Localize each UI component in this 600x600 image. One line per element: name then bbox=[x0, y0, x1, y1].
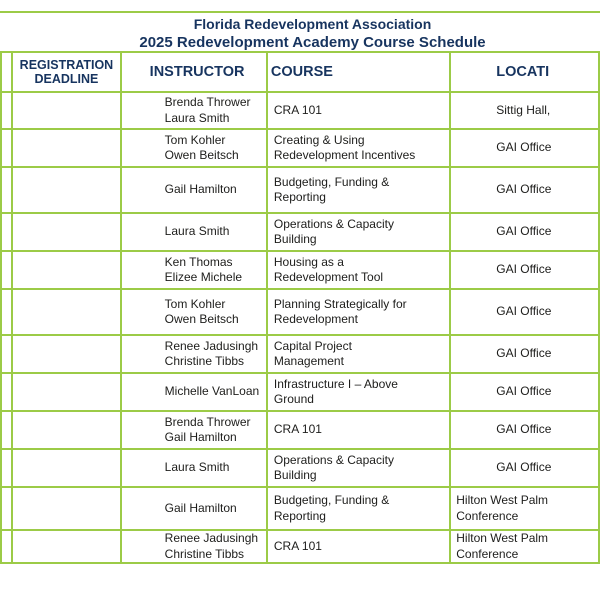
instructor-name: Christine Tibbs bbox=[164, 546, 245, 561]
course-cell bbox=[267, 129, 450, 167]
course-name: Budgeting, Funding & Reporting bbox=[273, 493, 390, 523]
course-name: Budgeting, Funding & Reporting bbox=[273, 174, 390, 204]
location-cell bbox=[450, 129, 599, 167]
registration-deadline-cell bbox=[12, 129, 120, 167]
course-name: CRA 101 bbox=[273, 102, 322, 117]
course-cell bbox=[267, 411, 450, 449]
course-schedule-table bbox=[0, 51, 600, 564]
row-marker-cell bbox=[1, 129, 12, 167]
location-name: GAI Office bbox=[496, 224, 552, 239]
table-row bbox=[1, 487, 599, 530]
location-cell bbox=[450, 373, 599, 411]
header-registration-deadline: REGISTRATION DEADLINE bbox=[12, 52, 120, 92]
header-instructor: INSTRUCTOR bbox=[121, 52, 267, 92]
registration-deadline-cell bbox=[12, 289, 120, 335]
registration-deadline-cell bbox=[12, 213, 120, 251]
instructor-cell bbox=[121, 92, 267, 129]
table-row bbox=[1, 251, 599, 289]
row-marker-cell bbox=[1, 411, 12, 449]
header-course: COURSE bbox=[267, 52, 450, 92]
row-marker-cell bbox=[1, 289, 12, 335]
instructor-cell bbox=[121, 289, 267, 335]
instructor-cell bbox=[121, 373, 267, 411]
page-title: 2025 Redevelopment Academy Course Schedule bbox=[139, 34, 486, 51]
location-name: GAI Office bbox=[496, 182, 552, 197]
row-marker-cell bbox=[1, 530, 12, 563]
table-row bbox=[1, 335, 599, 373]
course-name: Creating & Using Redevelopment Incentives bbox=[273, 132, 416, 162]
location-name: GAI Office bbox=[496, 262, 552, 277]
instructor-name: Laura Smith bbox=[164, 110, 230, 125]
instructor-cell bbox=[121, 213, 267, 251]
registration-deadline-cell bbox=[12, 335, 120, 373]
row-marker-cell bbox=[1, 449, 12, 487]
course-cell bbox=[267, 487, 450, 530]
course-cell bbox=[267, 530, 450, 563]
instructor-name: Brenda Thrower bbox=[164, 95, 251, 109]
location-name: GAI Office bbox=[496, 422, 552, 437]
table-row bbox=[1, 213, 599, 251]
table-row bbox=[1, 92, 599, 129]
registration-deadline-cell bbox=[12, 530, 120, 563]
row-marker-cell bbox=[1, 213, 12, 251]
location-name: GAI Office bbox=[496, 460, 552, 475]
course-name: Operations & Capacity Building bbox=[273, 216, 394, 246]
instructor-name: Ken Thomas bbox=[164, 254, 233, 269]
location-cell bbox=[450, 92, 599, 129]
organization-name: Florida Redevelopment Association bbox=[193, 16, 432, 32]
instructor-name: Elizee Michele bbox=[164, 270, 243, 284]
course-name: CRA 101 bbox=[273, 538, 322, 553]
location-cell bbox=[450, 167, 599, 213]
course-cell bbox=[267, 92, 450, 129]
location-cell bbox=[450, 335, 599, 373]
course-cell bbox=[267, 251, 450, 289]
location-name: Hilton West Palm Conference bbox=[456, 531, 549, 561]
row-marker-cell bbox=[1, 335, 12, 373]
location-cell bbox=[450, 530, 599, 563]
registration-deadline-cell bbox=[12, 411, 120, 449]
course-cell bbox=[267, 335, 450, 373]
instructor-name: Christine Tibbs bbox=[164, 354, 245, 368]
table-row bbox=[1, 373, 599, 411]
instructor-name: Laura Smith bbox=[164, 224, 230, 239]
location-name: GAI Office bbox=[496, 346, 552, 361]
registration-deadline-cell bbox=[12, 449, 120, 487]
instructor-name: Brenda Thrower bbox=[164, 414, 251, 429]
course-name: Operations & Capacity Building bbox=[273, 452, 394, 482]
instructor-name: Renee Jadusingh bbox=[164, 531, 259, 545]
course-name: Capital Project Management bbox=[273, 338, 352, 368]
location-cell bbox=[450, 213, 599, 251]
header-cell-empty bbox=[1, 52, 12, 92]
location-name: GAI Office bbox=[496, 384, 552, 399]
instructor-name: Gail Hamilton bbox=[164, 500, 237, 515]
instructor-name: Owen Beitsch bbox=[164, 312, 239, 326]
table-row bbox=[1, 530, 599, 563]
instructor-cell bbox=[121, 487, 267, 530]
instructor-name: Owen Beitsch bbox=[164, 148, 239, 162]
course-cell bbox=[267, 289, 450, 335]
location-name: GAI Office bbox=[496, 304, 552, 319]
instructor-cell bbox=[121, 167, 267, 213]
course-cell bbox=[267, 167, 450, 213]
table-header-row bbox=[1, 52, 599, 92]
location-cell bbox=[450, 289, 599, 335]
location-name: Hilton West Palm Conference bbox=[456, 493, 549, 523]
header-location: LOCATI bbox=[450, 52, 599, 92]
registration-deadline-cell bbox=[12, 373, 120, 411]
instructor-name: Renee Jadusingh bbox=[164, 338, 259, 353]
location-cell bbox=[450, 449, 599, 487]
course-name: Infrastructure I – Above Ground bbox=[273, 376, 398, 406]
location-name: GAI Office bbox=[496, 140, 552, 155]
row-marker-cell bbox=[1, 487, 12, 530]
instructor-name: Tom Kohler bbox=[164, 296, 226, 311]
instructor-cell bbox=[121, 129, 267, 167]
instructor-name: Gail Hamilton bbox=[164, 430, 237, 444]
registration-deadline-cell bbox=[12, 167, 120, 213]
location-cell bbox=[450, 411, 599, 449]
registration-deadline-cell bbox=[12, 92, 120, 129]
table-row bbox=[1, 167, 599, 213]
instructor-cell bbox=[121, 335, 267, 373]
row-marker-cell bbox=[1, 92, 12, 129]
course-name: Planning Strategically for Redevelopment bbox=[273, 296, 407, 326]
instructor-cell bbox=[121, 449, 267, 487]
instructor-cell bbox=[121, 530, 267, 563]
location-cell bbox=[450, 487, 599, 530]
course-cell bbox=[267, 373, 450, 411]
table-row bbox=[1, 129, 599, 167]
course-name: Housing as a Redevelopment Tool bbox=[273, 254, 384, 284]
table-row bbox=[1, 449, 599, 487]
row-marker-cell bbox=[1, 373, 12, 411]
instructor-name: Laura Smith bbox=[164, 460, 230, 475]
course-name: CRA 101 bbox=[273, 422, 322, 437]
document-header bbox=[0, 11, 600, 53]
course-cell bbox=[267, 449, 450, 487]
location-name: Sittig Hall, bbox=[496, 102, 551, 117]
instructor-name: Tom Kohler bbox=[164, 132, 226, 147]
row-marker-cell bbox=[1, 251, 12, 289]
course-cell bbox=[267, 213, 450, 251]
registration-deadline-cell bbox=[12, 487, 120, 530]
location-cell bbox=[450, 251, 599, 289]
instructor-cell bbox=[121, 251, 267, 289]
instructor-cell bbox=[121, 411, 267, 449]
table-row bbox=[1, 411, 599, 449]
table-row bbox=[1, 289, 599, 335]
row-marker-cell bbox=[1, 167, 12, 213]
instructor-name: Gail Hamilton bbox=[164, 182, 237, 197]
registration-deadline-cell bbox=[12, 251, 120, 289]
instructor-name: Michelle VanLoan bbox=[164, 384, 260, 399]
